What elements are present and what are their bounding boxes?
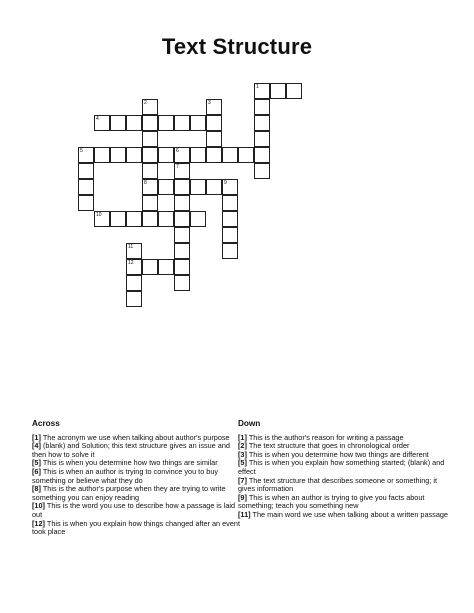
clue-text: The main word we use when talking about a written passage <box>252 509 448 519</box>
cell-number: 1 <box>256 84 259 90</box>
clue-number: [5] <box>238 458 247 468</box>
clue-text: The acronym we use when talking about author's purpose <box>42 432 230 442</box>
clue-text: This is the author's reason for writing a passage <box>248 432 404 442</box>
down-clue <box>238 511 448 520</box>
grid-cell[interactable] <box>126 147 142 163</box>
grid-cell[interactable] <box>110 115 126 131</box>
grid-cell[interactable] <box>254 147 270 163</box>
down-clue-list <box>238 434 448 520</box>
grid-cell[interactable] <box>174 227 190 243</box>
clue-number: [6] <box>32 466 41 476</box>
grid-cell[interactable] <box>222 227 238 243</box>
clue-text: This is the word you use to describe how a passage is laid out <box>32 501 236 519</box>
cell-number: 12 <box>128 260 134 266</box>
grid-cell[interactable] <box>78 195 94 211</box>
grid-cell[interactable] <box>270 83 286 99</box>
grid-cell[interactable] <box>142 115 158 131</box>
grid-cell[interactable] <box>222 147 238 163</box>
grid-cell[interactable] <box>206 115 222 131</box>
grid-cell[interactable] <box>142 211 158 227</box>
cell-number: 6 <box>176 148 179 154</box>
grid-cell[interactable] <box>222 195 238 211</box>
clue-text: This is when an author is trying to give you facts about something; teach you something new <box>238 492 425 511</box>
grid-cell[interactable] <box>78 147 94 163</box>
clue-text: This is when you explain how something started; (blank) and effect <box>238 458 445 476</box>
grid-cell[interactable] <box>158 211 174 227</box>
grid-cell[interactable] <box>222 211 238 227</box>
cell-number: 9 <box>224 180 227 186</box>
clue-number: [4] <box>32 441 41 451</box>
grid-cell[interactable] <box>126 275 142 291</box>
grid-cell[interactable] <box>142 259 158 275</box>
clue-text: This is when you determine how two things are different <box>248 449 429 459</box>
grid-cell[interactable] <box>142 163 158 179</box>
clue-number: [5] <box>32 458 41 468</box>
grid-cell[interactable] <box>174 211 190 227</box>
across-clue-list <box>32 434 242 537</box>
across-clue <box>32 520 242 537</box>
cell-number: 5 <box>80 148 83 154</box>
cell-number: 2 <box>144 100 147 106</box>
grid-cell[interactable] <box>174 195 190 211</box>
clue-text: The text structure that goes in chronological order <box>248 441 410 451</box>
grid-cell[interactable] <box>190 115 206 131</box>
grid-cell[interactable] <box>174 275 190 291</box>
grid-cell[interactable] <box>174 179 190 195</box>
cell-number: 8 <box>144 180 147 186</box>
grid-cell[interactable] <box>126 243 142 259</box>
grid-cell[interactable] <box>142 179 158 195</box>
grid-cell[interactable] <box>94 115 110 131</box>
clue-number: [1] <box>32 432 41 442</box>
grid-cell[interactable] <box>174 115 190 131</box>
grid-cell[interactable] <box>142 99 158 115</box>
grid-cell[interactable] <box>190 211 206 227</box>
grid-cell[interactable] <box>190 179 206 195</box>
grid-cell[interactable] <box>174 243 190 259</box>
grid-cell[interactable] <box>126 259 142 275</box>
grid-cell[interactable] <box>254 83 270 99</box>
grid-cell[interactable] <box>78 163 94 179</box>
grid-cell[interactable] <box>254 131 270 147</box>
cell-number: 11 <box>128 244 134 250</box>
clue-number: [8] <box>32 484 41 494</box>
clue-number: [3] <box>238 449 247 459</box>
grid-cell[interactable] <box>110 211 126 227</box>
grid-cell[interactable] <box>206 99 222 115</box>
grid-cell[interactable] <box>158 115 174 131</box>
grid-cell[interactable] <box>126 291 142 307</box>
grid-cell[interactable] <box>94 147 110 163</box>
across-clues <box>32 420 242 537</box>
across-clue <box>32 485 242 502</box>
grid-cell[interactable] <box>94 211 110 227</box>
grid-cell[interactable] <box>158 179 174 195</box>
grid-cell[interactable] <box>222 179 238 195</box>
grid-cell[interactable] <box>206 131 222 147</box>
cell-number: 7 <box>176 164 179 170</box>
grid-cell[interactable] <box>126 115 142 131</box>
clue-number: [7] <box>238 475 247 485</box>
down-clue <box>238 494 448 511</box>
grid-cell[interactable] <box>78 179 94 195</box>
across-clue <box>32 468 242 485</box>
grid-cell[interactable] <box>158 147 174 163</box>
across-clue <box>32 502 242 519</box>
clue-text: This is when you explain how things changed after an event took place <box>32 518 240 537</box>
across-heading: Across <box>32 419 60 428</box>
clue-number: [9] <box>238 492 247 502</box>
clue-text: This is the author's purpose when they are trying to write something you can enjoy reading <box>32 484 226 502</box>
grid-cell[interactable] <box>238 147 254 163</box>
grid-cell[interactable] <box>254 163 270 179</box>
grid-cell[interactable] <box>254 115 270 131</box>
grid-cell[interactable] <box>190 147 206 163</box>
clue-number: [2] <box>238 441 247 451</box>
grid-cell[interactable] <box>222 243 238 259</box>
grid-cell[interactable] <box>174 259 190 275</box>
cell-number: 10 <box>96 212 102 218</box>
grid-cell[interactable] <box>142 147 158 163</box>
clue-number: [12] <box>32 518 45 528</box>
grid-cell[interactable] <box>174 163 190 179</box>
clue-text: The text structure that describes someone or something; it gives information <box>238 475 438 494</box>
grid-cell[interactable] <box>158 259 174 275</box>
cell-number: 4 <box>96 116 99 122</box>
grid-cell[interactable] <box>126 211 142 227</box>
clue-text: This is when an author is trying to convince you to buy something or believe what they do <box>32 466 219 485</box>
clue-number: [11] <box>238 509 251 519</box>
grid-cell[interactable] <box>110 147 126 163</box>
grid-cell[interactable] <box>206 179 222 195</box>
down-clues <box>238 420 448 520</box>
grid-cell[interactable] <box>254 99 270 115</box>
grid-cell[interactable] <box>142 131 158 147</box>
cell-number: 3 <box>208 100 211 106</box>
clue-text: This is when you determine how two things are similar <box>42 458 218 468</box>
grid-cell[interactable] <box>206 147 222 163</box>
puzzle-title: Text Structure <box>161 34 313 59</box>
grid-cell[interactable] <box>286 83 302 99</box>
down-clue <box>238 477 448 494</box>
grid-cell[interactable] <box>174 147 190 163</box>
clue-text: (blank) and Solution; this text structure gives an issue and then how to solve it <box>32 441 230 459</box>
clue-number: [1] <box>238 432 247 442</box>
down-heading: Down <box>238 419 261 428</box>
down-clue <box>238 459 448 476</box>
grid-cell[interactable] <box>142 195 158 211</box>
clue-number: [10] <box>32 501 45 511</box>
across-clue <box>32 442 242 459</box>
